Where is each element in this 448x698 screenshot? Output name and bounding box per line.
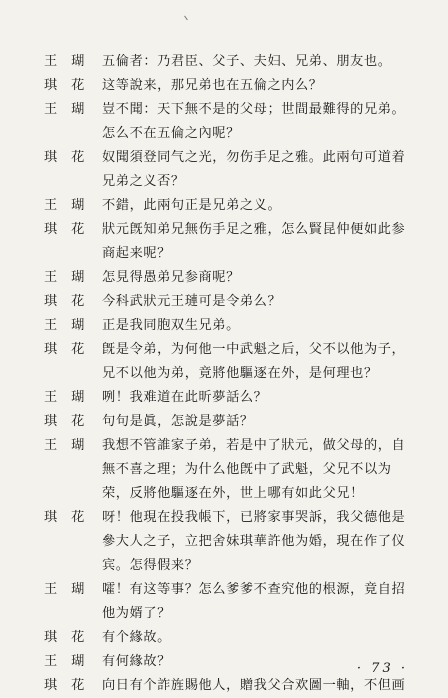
- dialogue-line: [0, 314, 448, 338]
- dialogue-line: [0, 290, 448, 314]
- dialogue-block: [0, 50, 448, 698]
- speaker-name: 王瑚: [44, 654, 99, 669]
- speech-text: 五倫者：乃君臣、父子、夫妇、兄弟、朋友也。: [102, 54, 392, 69]
- speech-text: 有个緣故。: [102, 630, 171, 645]
- speaker-name: 王瑚: [44, 270, 99, 285]
- dialogue-line: [0, 578, 448, 626]
- speech-text: 呀！他現在投我帳下，已將家事哭訴，我父德他是 參大人之子，立把舍妹琪華許他为婚，現在作了仪 宾。怎得假来？: [102, 510, 406, 573]
- speaker-name: 王瑚: [44, 318, 99, 333]
- dialogue-line: [0, 434, 448, 506]
- speech-text: 怎見得愚弟兄参商呢？: [102, 270, 240, 285]
- dialogue-line: [0, 674, 448, 698]
- speech-text: 这等說来，那兄弟也在五倫之内么？: [102, 78, 323, 93]
- speaker-name: 琪花: [44, 414, 99, 429]
- speech-text: 向日有个詐旌賜他人，贈我父合欢圖一軸，不但画: [102, 678, 406, 693]
- dialogue-line: [0, 194, 448, 218]
- speech-text: 嚯！有这等事？怎么爹爹不查究他的根源，竟自招 他为婿了？: [102, 582, 406, 621]
- speech-text: 正是我同胞双生兄弟。: [102, 318, 240, 333]
- speaker-name: 王瑚: [44, 102, 99, 117]
- speech-text: 句句是眞，怎說是夢話？: [102, 414, 254, 429]
- speaker-name: 琪花: [44, 510, 99, 525]
- dialogue-line: [0, 410, 448, 434]
- speaker-name: 琪花: [44, 222, 99, 237]
- speech-text: 不錯，此兩句正是兄弟之义。: [102, 198, 282, 213]
- speaker-name: 琪花: [44, 78, 99, 93]
- speaker-name: 琪花: [44, 630, 99, 645]
- speaker-name: 王瑚: [44, 438, 99, 453]
- dialogue-line: [0, 386, 448, 410]
- speech-text: 我想不管誰家子弟，若是中了狀元，做父母的，自 無不喜之理；为什么他旣中了武魁，父兄不以为 荣，反將他驅逐在外，世上哪有如此父兄！: [102, 438, 406, 501]
- corner-mark: [184, 13, 192, 21]
- speech-text: 旣是令弟，为何他一中武魁之后，父不以他为子， 兄不以他为弟，竟將他驅逐在外，是何理也？: [102, 342, 406, 381]
- dialogue-line: [0, 626, 448, 650]
- speaker-name: 琪花: [44, 342, 99, 357]
- speaker-name: 王瑚: [44, 390, 99, 405]
- dialogue-line: [0, 50, 448, 74]
- speaker-name: 琪花: [44, 294, 99, 309]
- dialogue-line: [0, 98, 448, 146]
- dialogue-line: [0, 506, 448, 578]
- dialogue-line: [0, 74, 448, 98]
- speech-text: 豈不聞：天下無不是的父母；世間最難得的兄弟。 怎么不在五倫之內呢？: [102, 102, 406, 141]
- page-number: · 73 ·: [356, 661, 408, 676]
- dialogue-line: [0, 146, 448, 194]
- speech-text: 狀元旣知弟兄無伤手足之雅，怎么賢昆仲便如此参 商起来呢？: [102, 222, 406, 261]
- speaker-name: 王瑚: [44, 582, 99, 597]
- speech-text: 咧！我难道在此昕夢話么？: [102, 390, 268, 405]
- speaker-name: 琪花: [44, 150, 99, 165]
- speech-text: 今科武狀元王璉可是令弟么？: [102, 294, 282, 309]
- speaker-name: 王瑚: [44, 54, 99, 69]
- dialogue-line: [0, 266, 448, 290]
- speaker-name: 琪花: [44, 678, 99, 693]
- speaker-name: 王瑚: [44, 198, 99, 213]
- speech-text: 有何緣故？: [102, 654, 171, 669]
- dialogue-line: [0, 218, 448, 266]
- dialogue-line: [0, 338, 448, 386]
- speech-text: 奴聞須登同气之光，勿伤手足之雅。此兩句可道着 兄弟之义否？: [102, 150, 406, 189]
